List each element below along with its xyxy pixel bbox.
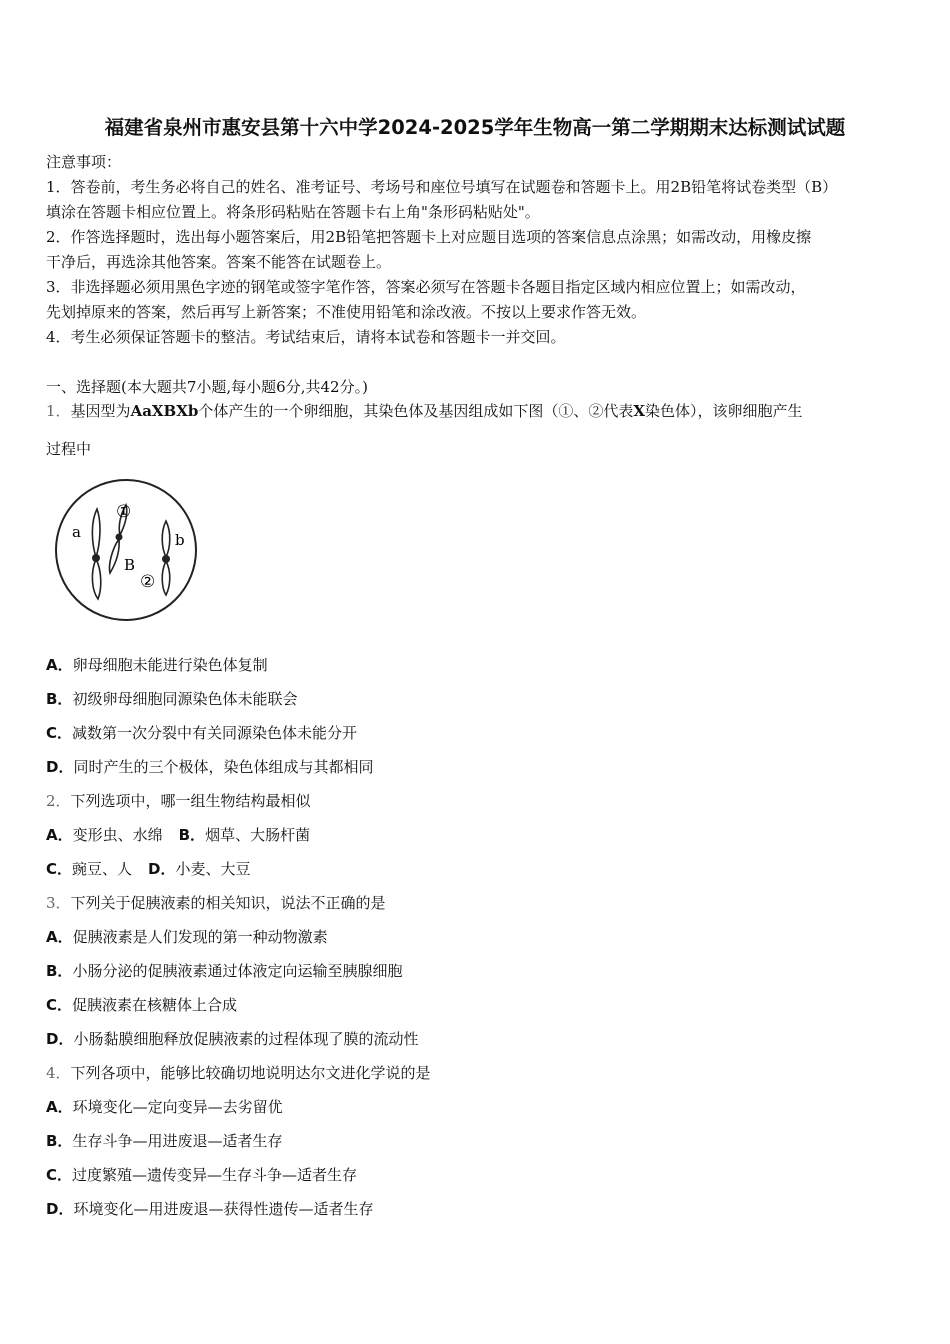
- notice-line: 3．非选择题必须用黑色字迹的钢笔或签字笔作答，答案必须写在答题卡各题目指定区域内相应位置上；如需改动，: [46, 278, 806, 296]
- notice-line: 干净后，再选涂其他答案。答案不能答在试题卷上。: [46, 253, 392, 271]
- exam-title: 福建省泉州市惠安县第十六中学2024-2025学年生物高一第二学期期末达标测试试题: [104, 116, 846, 139]
- question-number: 4．: [46, 1064, 71, 1082]
- marker-1: ①: [116, 502, 132, 522]
- notice-line: 先划掉原来的答案，然后再写上新答案；不准使用铅笔和涂改液。不按以上要求作答无效。: [46, 303, 647, 321]
- notice-line: 2．作答选择题时，选出每小题答案后，用2B铅笔把答题卡上对应题目选项的答案信息点涂黑；如需改动，用橡皮擦: [46, 228, 812, 246]
- option-b: B．生存斗争—用进废退—适者生存: [46, 1132, 283, 1150]
- option-d: D．同时产生的三个极体，染色体组成与其都相同: [46, 758, 374, 776]
- gene-label-B: B: [124, 556, 136, 574]
- notice-line: 4．考生必须保证答题卡的整洁。考试结束后，请将本试卷和答题卡一并交回。: [46, 328, 566, 346]
- question-2-stem: 2．下列选项中，哪一组生物结构最相似: [46, 792, 311, 810]
- question-1-stem-cont: 过程中: [46, 440, 92, 458]
- option-c: C．促胰液素在核糖体上合成: [46, 996, 238, 1014]
- question-1-stem: 1．基因型为AaXBXb个体产生的一个卵细胞，其染色体及基因组成如下图（①、②代表X染色体），该卵细胞产生: [46, 402, 803, 420]
- question-number: 3．: [46, 894, 71, 912]
- option-a: A．促胰液素是人们发现的第一种动物激素: [46, 928, 328, 946]
- option-c: C．减数第一次分裂中有关同源染色体未能分开: [46, 724, 358, 742]
- gene-label-a: a: [72, 523, 81, 541]
- notice-line: 填涂在答题卡相应位置上。将条形码粘贴在答题卡右上角"条形码粘贴处"。: [46, 203, 540, 221]
- question-3-stem: 3．下列关于促胰液素的相关知识，说法不正确的是: [46, 894, 386, 912]
- notice-line: 1．答卷前，考生务必将自己的姓名、准考证号、考场号和座位号填写在试题卷和答题卡上。用2B铅笔将试卷类型（B）: [46, 178, 838, 196]
- gene-label-b: b: [175, 531, 185, 549]
- egg-cell-chromosome-figure: [50, 475, 202, 625]
- centromere: [92, 554, 100, 562]
- option-a: A．卵母细胞未能进行染色体复制: [46, 656, 268, 674]
- options-row: C．豌豆、人 D．小麦、大豆: [46, 860, 251, 878]
- option-d: D．环境变化—用进废退—获得性遗传—适者生存: [46, 1200, 374, 1218]
- option-b: B．小肠分泌的促胰液素通过体液定向运输至胰腺细胞: [46, 962, 403, 980]
- chromosome-a: [92, 509, 100, 599]
- question-number: 1．: [46, 402, 71, 420]
- option-a: A．环境变化—定向变异—去劣留优: [46, 1098, 283, 1116]
- centromere: [116, 534, 123, 541]
- section-heading: 一、选择题(本大题共7小题,每小题6分,共42分。): [46, 378, 368, 396]
- option-c: C．过度繁殖—遗传变异—生存斗争—适者生存: [46, 1166, 358, 1184]
- centromere: [162, 555, 170, 563]
- option-d: D．小肠黏膜细胞释放促胰液素的过程体现了膜的流动性: [46, 1030, 419, 1048]
- options-row: A．变形虫、水绵 B．烟草、大肠杆菌: [46, 826, 311, 844]
- genotype: AaXBXb: [130, 402, 199, 420]
- option-b: B．初级卵母细胞同源染色体未能联会: [46, 690, 298, 708]
- question-4-stem: 4．下列各项中，能够比较确切地说明达尔文进化学说的是: [46, 1064, 431, 1082]
- marker-2: ②: [140, 572, 156, 592]
- question-number: 2．: [46, 792, 71, 810]
- notice-heading: 注意事项：: [46, 153, 122, 171]
- cell-membrane: [56, 480, 196, 620]
